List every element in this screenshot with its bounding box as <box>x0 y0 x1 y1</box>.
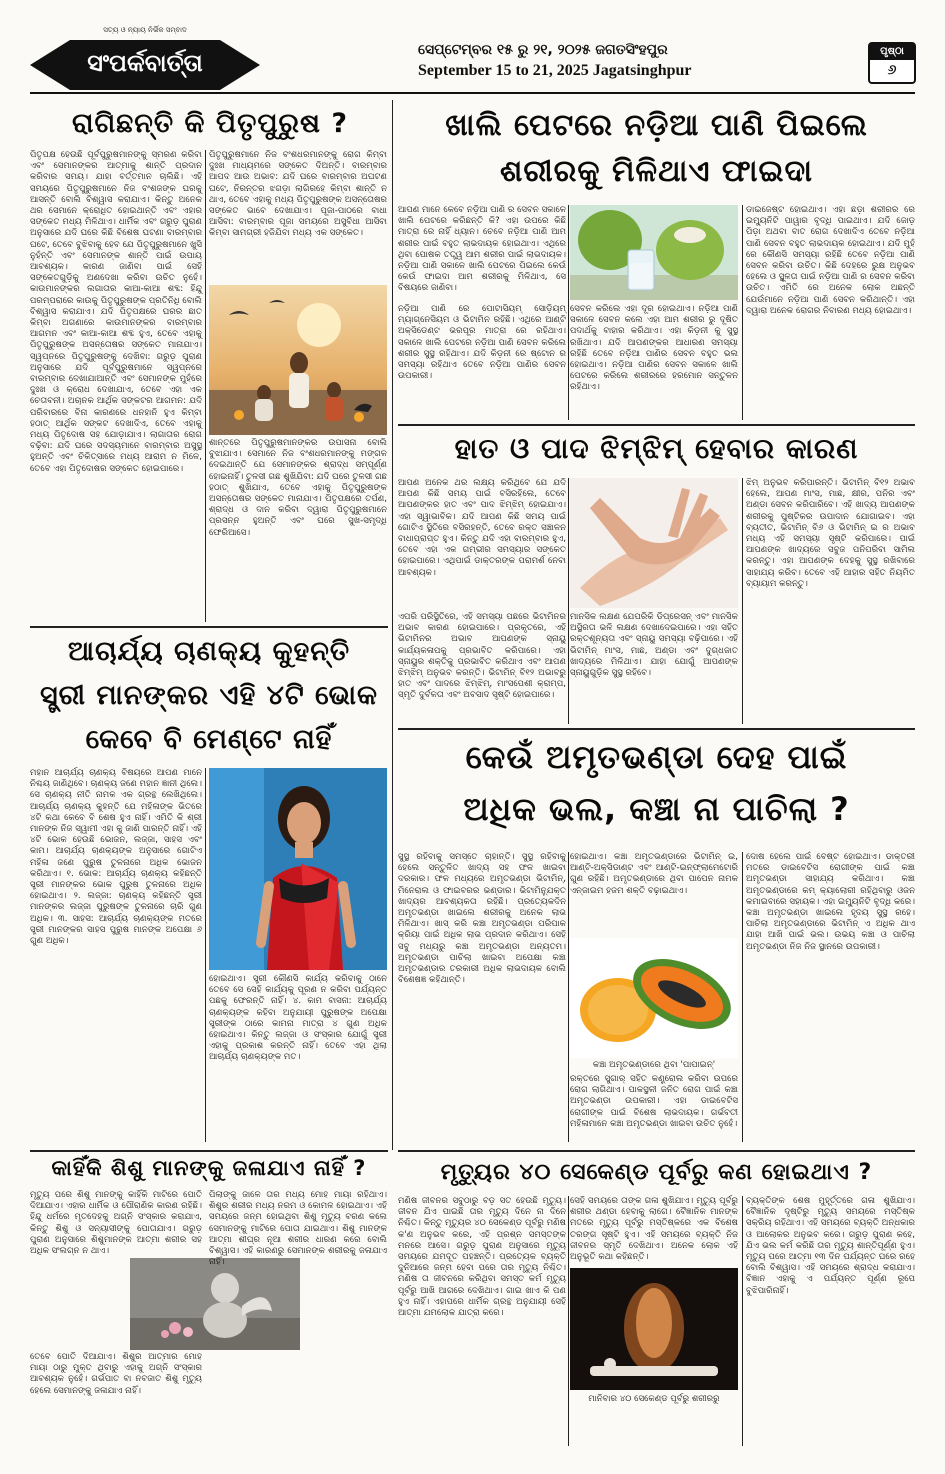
child-col1a: ମୃତ୍ୟୁ ପରେ ଶିଶୁ ମାନଙ୍କୁ କାହିଁକି ମାଟିରେ ପୋତି ଦିଆଯାଏ। ଏହାର ଧାର୍ମିକ ଓ ପୌରାଣିକ କାରଣ ରହିଛି। ହିନ୍ଦୁ ଧର୍ମରେ ମୃତଦେହକୁ ଅଗ୍ନି ସଂସ୍କାର କରାଯାଏ, କିନ୍ତୁ ଶିଶୁ ଓ ସନ୍ୟାସୀଙ୍କୁ ପୋତାଯାଏ। ଗରୁଡ଼ ପୁରାଣ ଅନୁସାରେ ଶିଶୁମାନଙ୍କ ଆତ୍ମା ଶରୀର ସହ ଅଧିକ ସଂଲଗ୍ନ ନ ଥାଏ। <box>30 1190 202 1257</box>
masthead-name: ସଂପର୍କବାର୍ତ୍ତା <box>87 49 203 77</box>
chanakya-woman-image <box>209 768 387 970</box>
masthead-tagline: ସତ୍ୟ ଓ ନ୍ୟାୟ ନିର୍ଭିକ ସମ୍ବାଦ <box>103 26 187 34</box>
papaya-caption: କଞ୍ଚା ଅମୃତଭଣ୍ଡାରେ ଥିବା 'ପାପାଇନ୍' <box>592 1060 716 1070</box>
chanakya-headline-line2: ସ୍ତ୍ରୀ ମାନଙ୍କର ଏହି ୪ଟି ଭୋକ <box>40 680 378 711</box>
tingling-col1a: ଆପଣ ଅନେକ ଥର ଲକ୍ଷ୍ୟ କରିଥିବେ ଯେ ଯଦି ଆପଣ କିଛି ସମୟ ପାଇଁ ବସିରହିଲେ, ତେବେ ଆପଣଙ୍କର ହାତ ଏବଂ ପାଦ ଝିମ୍‌ଝିମ୍ ହୋଇଯାଏ। ଏହା ସ୍ୱାଭାବିକ। ଯଦି ଆପଣ କିଛି ସମୟ ପାଇଁ ଗୋଟିଏ ସ୍ଥିତିରେ ବସିରହନ୍ତି, ତେବେ ରକ୍ତ ସଞ୍ଚାଳନ ବାଧାପ୍ରାପ୍ତ ହୁଏ। କିନ୍ତୁ ଯଦି ଏହା ବାରମ୍ବାର ହୁଏ, ତେବେ ଏହା ଏକ ଗମ୍ଭୀର ସମସ୍ୟାର ସଙ୍କେତ ହୋଇପାରେ। ଏଥିପାଇଁ ଡାକ୍ତରଙ୍କ ପରାମର୍ଶ ନେବା ଆବଶ୍ୟକ। <box>398 478 566 578</box>
child-col1b: ତେବେ ପୋତି ଦିଆଯାଏ। ଶିଶୁର ଆତ୍ମାର ମୋହ ମାୟା ଠାରୁ ମୁକ୍ତ ଥିବାରୁ ଏହାକୁ ଅଗ୍ନି ସଂସ୍କାର ଆବଶ୍ୟକ ନୁହେଁ। ଗର୍ଭପାତ ବା ନବଜାତ ଶିଶୁ ମୃତ୍ୟୁ ହେଲେ ସେମାନଙ୍କୁ ଜଳାଯାଏ ନାହିଁ। <box>30 1352 202 1396</box>
column-rule <box>742 852 743 1142</box>
section-rule <box>30 1150 388 1152</box>
column-rule <box>742 205 743 420</box>
child-headline: କାହିଁକି ଶିଶୁ ମାନଙ୍କୁ ଜଳାଯାଏ ନାହିଁ ? <box>51 1156 367 1180</box>
death-col1: ମଣିଷ ଜୀବନର ସବୁଠାରୁ ବଡ଼ ସତ ହେଉଛି ମୃତ୍ୟୁ। ଜୀବନ ଯିଏ ପାଇଛି ତାର ମୃତ୍ୟୁ ଦିନେ ନା ଦିନେ ନିଶ୍ଚିତ। କିନ୍ତୁ ମୃତ୍ୟୁର ୪୦ ସେକେଣ୍ଡ ପୂର୍ବରୁ ମଣିଷ କ'ଣ ଅନୁଭବ କରେ, ଏହି ପ୍ରଶ୍ନ ସମସ୍ତଙ୍କ ମନରେ ଆସେ। ଗରୁଡ଼ ପୁରାଣ ଅନୁସାରେ ମୃତ୍ୟୁ ସମୟରେ ଯମଦୂତ ପହଞ୍ଚନ୍ତି। ପ୍ରତ୍ୟେକ ବ୍ୟକ୍ତି ଦୁନିଆରେ ଜନ୍ମ ହେବା ପରେ ତାର ମୃତ୍ୟୁ ନିଶ୍ଚିତ। ମଣିଷ ତା ଜୀବନରେ କରିଥିବା ସମସ୍ତ କର୍ମ ମୃତ୍ୟୁ ପୂର୍ବରୁ ଆଖି ଆଗରେ ଦେଖିଥାଏ। ଗାଇ ଖାଏ କି ପଣ ହୁଏ ନାହିଁ। ଏହାପରେ ଧାର୍ମିକ ଗ୍ରନ୍ଥ ଅନୁଯାୟୀ ସେହି ଆତ୍ମା ଯମଲୋକ ଯାତ୍ରା କରେ। <box>398 1196 566 1319</box>
coconut-col3: ଡାଇଜେଷ୍ଟ ହୋଇଥାଏ। ଏହା ଛଡ଼ା ଶରୀରର ରେ ଇମ୍ୟୁନିଟି ପାୱାର ବୃଦ୍ଧି ପାଇଥାଏ। ଯଦି ଜୋଡ଼ ପିଡ଼ା ଅଥବା ବାତ ରୋଗ ଦେଖାଦିଏ ତେବେ ନଡ଼ିଆ ପାଣି ସେବନ ବହୁତ ଲାଭଦାୟକ ହୋଇଥାଏ। ଯଦି ମୁହଁ ରେ କୌଣସି ସମସ୍ୟା ରହିଛି ତେବେ ନଡ଼ିଆ ପାଣି ସେବନ କରିବା ଉଚିତ। କିଛି ଦେହରେ ରୁକ୍ଷ ଅନୁଭବ ହେଲେ ଓ ସ୍ଥୂଳତା ପାଇଁ ନଡ଼ିଆ ପାଣି ର ସେବନ କରିବା ଉଚିତ। ଏମିତି ରେ ଅନେକ ଲୋକ ଅଛନ୍ତି ଯେଉଁମାନେ ନଡ଼ିଆ ପାଣି ସେବନ କରିଥାନ୍ତି। ଏହା ଦ୍ୱାରା ଅନେକ ରୋଗର ନିବାରଣ ମଧ୍ୟ ହୋଇଥାଏ। <box>746 205 915 316</box>
page-number: ୬ <box>887 62 897 78</box>
ritual-illustration <box>209 285 387 435</box>
page-label: ପୃଷ୍ଠା <box>870 44 914 60</box>
masthead-date-english: September 15 to 21, 2025 Jagatsinghpur <box>418 62 692 79</box>
angel-statue-illustration <box>130 1258 300 1350</box>
papaya-col2b: ରକ୍ତରେ ସୁଗାର୍ ସହିତ କଣ୍ଟ୍ରୋଲ କରିବା ଉପରେ ରୋଗ ଲାଗିଥାଏ। ପାକସ୍ଥଳୀ ଜନିତ ରୋଗ ପାଇଁ କଞ୍ଚା ଅମୃତଭଣ୍ଡା ଉପକାରୀ। ଏହା ଡାଇବେଟିସ ରୋଗୀଙ୍କ ପାଇଁ ବିଶେଷ ଲାଭଦାୟକ। ଗର୍ଭବତୀ ମହିଳାମାନେ କଞ୍ଚା ଅମୃତଭଣ୍ଡା ଖାଇବା ଉଚିତ ନୁହେଁ। <box>570 1074 738 1129</box>
coconut-col1a: ଆପଣ ମାନେ କେବେ ନଡ଼ିଆ ପାଣି ର ସେବନ ସକାଳେ ଖାଲି ପେଟରେ କରିଛନ୍ତି କି? ଏହା ଉପରେ କିଛି ମାତ୍ରା ରେ ନାହିଁ ଧ୍ୟାନ। ଚେବେ ନଡ଼ିଆ ପାଣି ଆମ ଶରୀର ପାଇଁ ବହୁତ ଲାଭଦାୟକ ହୋଇଥାଏ। ଏଥିରେ ଥିବା ପୋଷକ ତତ୍ତ୍ୱ ଆମ ଶରୀର ପାଇଁ ଲାଭଦାୟକ। ନଡ଼ିଆ ପାଣି ସକାଳେ ଖାଲି ପେଟରେ ପିଇଲେ କେଉଁ କେଉଁ ଫାଇଦା ଆମ ଶରୀରକୁ ମିଳିଥାଏ, ସେ ବିଷୟରେ ଜାଣିବା। <box>398 205 566 294</box>
papaya-image <box>570 938 738 1058</box>
column-rule <box>205 150 206 622</box>
chanakya-headline-line3: କେବେ ବି ମେଣ୍ଟେ ନାହିଁ <box>85 724 333 755</box>
papaya-col2a: ହୋଇଥାଏ। କଞ୍ଚା ଅମୃତଭଣ୍ଡାରେ ଭିଟାମିନ୍ ଇ, ଆଣ୍ଟି-ଅକ୍ସିଡାଣ୍ଟ ଏବଂ ଆଣ୍ଟି-ଇନ୍‌ଫ୍ଲାମେଟୋରି ଗୁଣ ରହିଛି। ଅମୃତଭଣ୍ଡାରେ ଥିବା ପାପେନ ନାମକ ଏନ୍‌ଜାଇମ ହଜମ ଶକ୍ତି ବଢ଼ାଇଥାଏ। <box>570 852 738 896</box>
column-rule <box>568 478 569 724</box>
chanakya-col1: ମହାନ ଆଚାର୍ଯ୍ୟ ଚାଣକ୍ୟ ବିଷୟରେ ଆପଣ ମାନେ ନିଶ୍ଚୟ ଜାଣିଥିବେ। ଚାଣକ୍ୟ ଜଣେ ମହାନ ଜ୍ଞାନୀ ଥିଲେ। ସେ ଚାଣକ୍ୟ ନୀତି ନାମକ ଏକ ଗ୍ରନ୍ଥ ଲେଖିଥିଲେ। ଆଚାର୍ଯ୍ୟ ଚାଣକ୍ୟ କୁହନ୍ତି ଯେ ମହିଳାଙ୍କ ଭିତରେ ୪ଟି କଥା କେବେ ବି ଶେଷ ହୁଏ ନାହିଁ। ଏମିତି କି ଶ୍ରୀ ମାନଙ୍କ ନିଜ ସ୍ୱାମୀ ଏହା କୁ ଜାଣି ପାରନ୍ତି ନାହିଁ। ଏହି ୪ଟି ଭୋକ ହେଉଛି ଭୋଜନ, ଲଜ୍ଜା, ସାହସ ଏବଂ କାମ। ଆଚାର୍ଯ୍ୟ ଚାଣକ୍ୟଙ୍କ ଅନୁସାରେ ଗୋଟିଏ ମହିଳା ଜଣେ ପୁରୁଷ ତୁଳନାରେ ଅଧିକ ଭୋଜନ କରିଥାଏ। ୧. ଭୋକ: ଆଚାର୍ଯ୍ୟ ଚାଣକ୍ୟ କହିଛନ୍ତି ସ୍ତ୍ରୀ ମାନଙ୍କର ଭୋକ ପୁରୁଷ ତୁଳନାରେ ଅଧିକ ହୋଇଥାଏ। ୨. ଲଜ୍ଜା: ଚାଣକ୍ୟ କହିଛନ୍ତି ସ୍ତ୍ରୀ ମାନଙ୍କର ଲଜ୍ଜା ପୁରୁଷଙ୍କ ତୁଳନାରେ ଚାରି ଗୁଣ ଅଧିକ। ୩. ସାହସ: ଆଚାର୍ଯ୍ୟ ଚାଣକ୍ୟଙ୍କ ମତରେ ସ୍ତ୍ରୀ ମାନଙ୍କର ସାହସ ପୁରୁଷ ମାନଙ୍କ ଅପେକ୍ଷା ୬ ଗୁଣ ଅଧିକ। <box>30 768 202 947</box>
section-rule <box>30 626 388 628</box>
column-rule <box>742 1196 743 1446</box>
column-rule <box>392 100 393 1150</box>
tingling-col1b: ଏପରି ପରିସ୍ଥିତିରେ, ଏହି ସମସ୍ୟା ପଛରେ ଭିଟାମିନର ଅଭାବ କାରଣ ହୋଇପାରେ। ପ୍ରକୃତରେ, ଏହି ଭିଟାମିନର ଅଭାବ ଆପଣଙ୍କ ସ୍ନାୟୁ କାର୍ଯ୍ୟକଳାପକୁ ପ୍ରଭାବିତ କରିପାରେ। ଏହା ସ୍ନାୟୁର ଶକ୍ତିକୁ ପ୍ରଭାବିତ କରିଥାଏ ଏବଂ ଆପଣ ଝିମ୍‌ଝିମ୍ ଅନୁଭବ କରନ୍ତି। ଭିଟାମିନ୍ ବି୧୨ ଅଭାବରୁ ହାତ ଏବଂ ପାଦରେ ଝିମ୍‌ଝିମ୍, ମାଂସପେଶୀ କ୍ରାମ୍ପ, ସ୍ମୃତି ଦୁର୍ବଳତା ଏବଂ ଅବସାଦ ସୃଷ୍ଟି ହୋଇପାରେ। <box>398 612 566 701</box>
coconut-illustration <box>570 205 738 300</box>
coconut-headline-line2: ଶରୀରକୁ ମିଳିଥାଏ ଫାଇଦା <box>500 154 813 189</box>
section-rule <box>398 728 915 730</box>
masthead <box>0 0 945 100</box>
section-rule <box>398 1150 915 1152</box>
death-image <box>570 1268 738 1390</box>
papaya-headline-line2: ଅଧିକ ଭଲ, କଞ୍ଚା ନା ପାଚିଲା ? <box>463 790 850 828</box>
masthead-date-odia: ସେପ୍ଟେମ୍ବର ୧୫ ରୁ ୨୧, ୨୦୨୫ ଜଗତସିଂହପୁର <box>418 42 668 58</box>
masthead-rule <box>30 92 915 94</box>
masthead-logo <box>30 26 260 90</box>
chanakya-headline-line1: ଆଚାର୍ଯ୍ୟ ଚାଣକ୍ୟ କୁହନ୍ତି <box>67 636 351 667</box>
coconut-col2: ସେବନ କରିଲେ ଏହା ଦୂର ହୋଇଥାଏ। ନଡ଼ିଆ ପାଣି ସକାଳେ ସେବନ କଲେ ଏହା ଆମ ଶରୀର ରୁ ଦୂଷିତ ପଦାର୍ଥକୁ ବାହାର କରିଥାଏ। ଏହା କିଡ଼ନୀ କୁ ସୁସ୍ଥ ରଖିଥାଏ। ଯଦି ଆପଣଙ୍କର ଆଧାରଣ ସମସ୍ୟା ରହିଛି ତେବେ ନଡ଼ିଆ ପାଣିର ସେବନ ବହୁତ ଭଲ ହୋଇଥାଏ। ନଡ଼ିଆ ପାଣିର ସେବନ ସକାଳେ ଖାଲି ପେଟରେ କରିଲେ ଶରୀରରେ ହରମୋନ ସନ୍ତୁଳନ ରହିଥାଏ। <box>570 304 738 393</box>
ancestors-headline: ରାଗିଛନ୍ତି କି ପିତୃପୁରୁଷ ? <box>71 108 349 139</box>
hands-illustration <box>570 478 738 608</box>
death-caption: ମାନିବାର ୪୦ ସେକେଣ୍ଡ ପୂର୍ବରୁ ଶରୀରରୁ <box>588 1394 720 1404</box>
woman-in-saree-illustration <box>209 768 387 970</box>
tingling-col3: ଝିମ୍ ଅନୁଭବ କରିପାରନ୍ତି। ଭିଟାମିନ୍ ବି୧୨ ଅଭାବ ହେଲେ, ଆପଣ ମାଂସ, ମାଛ, କ୍ଷୀର, ପନିର ଏବଂ ଅଣ୍ଡା ସେବନ କରିପାରିବେ। ଏହି ଖାଦ୍ୟ ଆପଣଙ୍କ ଶରୀରକୁ ପୁଷ୍ଟିକର ଉପାଦାନ ଯୋଗାଇବ। ଏହା ବ୍ୟତୀତ, ଭିଟାମିନ୍ ବି୬ ଓ ଭିଟାମିନ୍ ଇ ର ଅଭାବ ମଧ୍ୟ ଏହି ସମସ୍ୟା ସୃଷ୍ଟି କରିପାରେ। ପାଇଁ ଆପଣଙ୍କ ଖାଦ୍ୟରେ ସବୁଜ ପନିପରିବା ସାମିଲ କରନ୍ତୁ। ଏହା ଆପଣଙ୍କ ଦେହକୁ ସୁସ୍ଥ ରଖିବାରେ ସାହାଯ୍ୟ କରିବ। ତେବେ ଏହି ଆହାର ସହିତ ନିୟମିତ ବ୍ୟାୟାମ କରନ୍ତୁ। <box>746 478 915 589</box>
chanakya-col2: ହୋଇଥାଏ। ସ୍ତ୍ରୀ କୌଣସି କାର୍ଯ୍ୟ କରିବାକୁ ଠାନେ ତେବେ ସେ ସେହି କାର୍ଯ୍ୟକୁ ପୂରଣ ନ କରିବା ପର୍ଯ୍ୟନ୍ତ ପଛକୁ ଫେରନ୍ତି ନାହିଁ। ୪. କାମ ବାସନା: ଆଚାର୍ଯ୍ୟ ଚାଣକ୍ୟଙ୍କ କହିବା ଅନୁଯାୟୀ ପୁରୁଷଙ୍କ ଅପେକ୍ଷା ସ୍ତ୍ରୀଙ୍କ ଠାରେ କାମନା ମାତ୍ରା ୪ ଗୁଣ ଅଧିକ ହୋଇଥାଏ। କିନ୍ତୁ ଲଜ୍ଜା ଓ ସଂସ୍କାର ଯୋଗୁଁ ସ୍ତ୍ରୀ ଏହାକୁ ପ୍ରକାଶ କରନ୍ତି ନାହିଁ। ତେବେ ଏହା ଥିଲା ଆଚାର୍ଯ୍ୟ ଚାଣକ୍ୟଙ୍କ ମତ। <box>209 974 387 1063</box>
death-col3: ବ୍ୟକ୍ତିଙ୍କ ଶେଷ ମୁହୂର୍ତ୍ତରେ ଗଳା ଶୁଖିଯାଏ। ବୈଜ୍ଞାନିକ ଦୃଷ୍ଟିରୁ ମୃତ୍ୟୁ ସମୟରେ ମସ୍ତିଷ୍କ ସକ୍ରିୟ ରହିଥାଏ। ଏହି ସମୟରେ ବ୍ୟକ୍ତି ଅନ୍ଧକାର ଓ ଆଲୋକର ଅନୁଭବ କରେ। ଗରୁଡ଼ ପୁରାଣ କହେ, ଯିଏ ଭଲ କର୍ମ କରିଛି ତାର ମୃତ୍ୟୁ ଶାନ୍ତିପୂର୍ଣ୍ଣ ହୁଏ। ମୃତ୍ୟୁ ପରେ ଆତ୍ମା ୧୩ ଦିନ ପର୍ଯ୍ୟନ୍ତ ଘରେ ରହେ ବୋଲି ବିଶ୍ୱାସ। ଏହି ସମୟରେ ଶ୍ରାଦ୍ଧ କରାଯାଏ। ବିଜ୍ଞାନ ଏହାକୁ ଏ ପର୍ଯ୍ୟନ୍ତ ପୂର୍ଣ୍ଣ ରୂପେ ବୁଝିପାରିନାହିଁ। <box>746 1196 915 1296</box>
column-rule <box>568 852 569 1142</box>
child-col2: ପିଲାଙ୍କୁ ଜାଳେ ତାର ମଧ୍ୟ ମୋହ ମାୟା ରହିଥାଏ। ଶିଶୁର ଶରୀର ମଧ୍ୟ ନରମ ଓ କୋମଳ ହୋଇଥାଏ। ଏହି ସମୟରେ ଜନ୍ମ ହୋଇଥିବା ଶିଶୁ ମୃତ୍ୟୁ ବରଣ କଲେ ସେମାନଙ୍କୁ ମାଟିରେ ପୋତା ଯାଇଥାଏ। ଶିଶୁ ମାନଙ୍କ ଆତ୍ମା ଶୀଘ୍ର ନୂଆ ଶରୀର ଧାରଣ କରେ ବୋଲି ବିଶ୍ୱାସ। ଏହି କାରଣରୁ ସେମାନଙ୍କ ଶରୀରକୁ ଜଳାଯାଏ ନାହିଁ। <box>209 1190 387 1268</box>
page-number-box <box>868 42 916 84</box>
ancestors-col2b: ଶାନ୍ତରେ ପିତୃପୁରୁଷମାନଙ୍କର ଉପାସନା ବୋଲି ବୁଝାଯାଏ। ସେମାନେ ନିଜ ବଂଶଧରମାନଙ୍କୁ ମଙ୍ଗଳ ଦେଇଥାନ୍ତି ଯେ ସେମାନଙ୍କର ଶ୍ରାଦ୍ଧ ସମ୍ପୂର୍ଣ୍ଣ ହୋଇନାହିଁ। ତୁଳସୀ ଗଛ ଶୁଖିଯିବା: ଯଦି ଘରେ ତୁଳସୀ ଗଛ ହଠାତ୍ ଶୁଖିଯାଏ, ତେବେ ଏହାକୁ ପିତୃପୁରୁଷଙ୍କ ଅସନ୍ତୋଷର ସଙ୍କେତ ମାନାଯାଏ। ପିତୃପକ୍ଷରେ ତର୍ପଣ, ଶ୍ରାଦ୍ଧ ଓ ଦାନ କରିବା ଦ୍ୱାରା ପିତୃପୁରୁଷମାନେ ପ୍ରସନ୍ନ ହୁଅନ୍ତି ଏବଂ ଘରେ ସୁଖ-ସମୃଦ୍ଧି ଫେରିଆସେ। <box>209 438 387 538</box>
coconut-water-image <box>570 205 738 300</box>
tingling-hands-image <box>570 478 738 608</box>
ancestors-col1: ପିତୃପକ୍ଷ ହେଉଛି ପୂର୍ବପୁରୁଷମାନଙ୍କୁ ସ୍ମରଣ କରିବା ଏବଂ ସେମାନଙ୍କର ଆତ୍ମାକୁ ଶାନ୍ତି ପ୍ରଦାନ କରିବାର ସମୟ। ଯାହା ବର୍ତ୍ତମାନ ଚାଲିଛି। ଏହି ସମୟରେ ପିତୃପୁରୁଷମାନେ ନିଜ ବଂଶଜଙ୍କ ଘରକୁ ଆସନ୍ତି ବୋଲି ବିଶ୍ୱାସ କରାଯାଏ। କିନ୍ତୁ ଅନେକ ଥର ସେମାନେ କ୍ରୋଧିତ ହୋଇଥାନ୍ତି ଏବଂ ଏହାର ସଙ୍କେତ ମଧ୍ୟ ମିଳିଥାଏ। ଧାର୍ମିକ ଏବଂ ଗରୁଡ଼ ପୁରାଣ ଅନୁସାରେ ଯଦି ଘରେ କିଛି ବିଶେଷ ଘଟଣା ବାରମ୍ବାର ଘଟେ, ତେବେ ବୁଝିବାକୁ ହେବ ଯେ ପିତୃପୁରୁଷମାନେ ଖୁସି ନୁହଁନ୍ତି ଏବଂ ସେମାନଙ୍କ ଶାନ୍ତି ପାଇଁ ଉପାୟ ଆବଶ୍ୟକ। କାରଣ ଜାଣିବା ପାଇଁ ସେହି ସଙ୍କେତଗୁଡ଼ିକୁ ଅଣଦେଖା କରିବା ଉଚିତ ନୁହେଁ। କାଉମାନଙ୍କର ଲଗାତାର କାଆ-କାଆ ଶବ୍ଦ: ହିନ୍ଦୁ ପରମ୍ପରାରେ କାଉକୁ ପିତୃପୁରୁଷଙ୍କ ପ୍ରତିନିଧି ବୋଲି ବିଶ୍ୱାସ କରାଯାଏ। ଯଦି ପିତୃପକ୍ଷରେ ଘରର ଛାତ କିମ୍ବା ଅଗଣାରେ କାଉମାନଙ୍କର ବାରମ୍ବାର ଆଗମନ ଏବଂ କାଆ-କାଆ ଶବ୍ଦ ହୁଏ, ତେବେ ଏହାକୁ ପିତୃପୁରୁଷଙ୍କ ଅସନ୍ତୋଷର ସଙ୍କେତ ମାନାଯାଏ। ସ୍ୱପ୍ନରେ ପିତୃପୁରୁଷଙ୍କୁ ଦେଖିବା: ଗରୁଡ଼ ପୁରାଣ ଅନୁସାରେ ଯଦି ପୂର୍ବପୁରୁଷମାନେ ସ୍ୱପ୍ନରେ ବାରମ୍ବାର ଦେଖାଯାଆନ୍ତି ଏବଂ ସେମାନଙ୍କ ମୁହଁରେ ଦୁଃଖ ଓ କ୍ରୋଧ ଦେଖାଯାଏ, ତେବେ ଏହା ଏକ ଚେତାବନୀ। ଅଚାନକ ଆର୍ଥିକ ସଙ୍କଟର ଆଗମନ: ଯଦି ପରିବାରରେ ବିନା କାରଣରେ ଧନହାନି ହୁଏ କିମ୍ବା ହଠାତ୍ ଆର୍ଥିକ ସଙ୍କଟ ଦେଖାଦିଏ, ତେବେ ଏହାକୁ ମଧ୍ୟ ପିତୃଦୋଷ ସହ ଯୋଡ଼ାଯାଏ। ଲାଗାତାର ରୋଗ ବଢ଼ିବା: ଯଦି ଘରେ ସଦସ୍ୟମାନେ ବାରମ୍ବାର ଅସୁସ୍ଥ ହୁଅନ୍ତି ଏବଂ ଚିକିତ୍ସାରେ ମଧ୍ୟ ଆରାମ ନ ମିଳେ, ତେବେ ଏହା ପିତୃଦୋଷର ସଙ୍କେତ ହୋଇପାରେ। <box>30 150 202 474</box>
column-rule <box>742 478 743 724</box>
column-rule <box>568 205 569 420</box>
ancestors-col2a: ପିତୃପୁରୁଷମାନେ ନିଜ ବଂଶଧରମାନଙ୍କୁ ରୋଗ କିମ୍ବା ଦୁଃଖ ମାଧ୍ୟମରେ ସଙ୍କେତ ଦିଅନ୍ତି। ବାରମ୍ବାର ଆପଦ ଆଉ ଅଭାବ: ଯଦି ଘରେ ବାରମ୍ବାର ଅଘଟଣ ଘଟେ, ନିରନ୍ତର ଝଗଡ଼ା ଲାଗିରହେ କିମ୍ବା ଶାନ୍ତି ନ ଥାଏ, ତେବେ ଏହାକୁ ମଧ୍ୟ ପିତୃପୁରୁଷଙ୍କ ଅସନ୍ତୋଷର ସଙ୍କେତ ଭାବେ ଦେଖାଯାଏ। ପୂଜା-ପାଠରେ ବାଧା ଆସିବା: ବାରମ୍ବାର ପୂଜା ସମୟରେ ଅସୁବିଧା ଆସିବା କିମ୍ବା ସାମଗ୍ରୀ ହଜିଯିବା ମଧ୍ୟ ଏକ ସଙ୍କେତ। <box>209 150 387 239</box>
section-rule <box>398 424 915 426</box>
tingling-col2: ମାନସିକ ଲକ୍ଷଣ ଯେପରିକି ଡିପ୍ରେସନ୍ ଏବଂ ମାନସିକ ଅସ୍ଥିରତା ଭଳି ଲକ୍ଷଣ ଦେଖାଦେଇପାରେ। ଏହା ସହିତ ରକ୍ତଶୂନ୍ୟତା ଏବଂ ସ୍ନାୟୁ ସମସ୍ୟା ବଢ଼ିପାରେ। ଏହି ଭିଟାମିନ୍ ମାଂସ, ମାଛ, ଅଣ୍ଡା ଏବଂ ଦୁଗ୍ଧଜାତ ଖାଦ୍ୟରେ ମିଳିଥାଏ। ଯାହା ଯୋଗୁଁ ଆପଣଙ୍କ ସ୍ନାୟୁଗୁଡ଼ିକ ସୁସ୍ଥ ରହିବେ। <box>570 612 738 679</box>
papaya-illustration <box>570 938 738 1058</box>
child-angel-image <box>130 1258 300 1350</box>
papaya-col1: ସୁସ୍ଥ ରହିବାକୁ ସମସ୍ତେ ଚାହାନ୍ତି। ସୁସ୍ଥ ରହିବାକୁ ହେଲେ ସନ୍ତୁଳିତ ଖାଦ୍ୟ ସହ ଫଳ ଖାଇବା ଦରକାର। ଫଳ ମଧ୍ୟରେ ଅମୃତଭଣ୍ଡା ଭିଟାମିନ୍, ମିନେରାଲ ଓ ଫାଇବରର ଭଣ୍ଡାର। ଭିଟାମିନ୍ଯୁକ୍ତ ଖାଦ୍ୟର ଆବଶ୍ୟକତା ରହିଛି। ପ୍ରତ୍ୟେକଦିନ ଅମୃତଭଣ୍ଡା ଖାଇଲେ ଶରୀରକୁ ଅନେକ ଲାଭ ମିଳିଥାଏ। ଖାସ୍ କରି କଞ୍ଚା ଅମୃତଭଣ୍ଡା ପରିପାକ କ୍ରିୟା ପାଇଁ ଅଧିକ ଲାଭ ପ୍ରଦାନ କରିଥାଏ। ସେହି ସବୁ ମଧ୍ୟରୁ କଞ୍ଚା ଅମୃତଭଣ୍ଡା ଅନ୍ୟତମ। ଅମୃତଭଣ୍ଡା ପାଚିଲା ଖାଇବା ଅପେକ୍ଷା କଞ୍ଚା ଅମୃତଭଣ୍ଡାର ତରକାରୀ ଅଧିକ ଲାଭଦାୟକ ବୋଲି ବିଶେଷଜ୍ଞ କହିଥାନ୍ତି। <box>398 852 566 986</box>
column-rule <box>568 1196 569 1446</box>
papaya-col3: ଦୋଷ ହେଲେ ପାଇଁ ବେଷ୍ଟ ହୋଇଥାଏ। ଡାକ୍ତରୀ ମତରେ ଡାଇବେଟିସ ରୋଗୀଙ୍କ ପାଇଁ କଞ୍ଚା ଅମୃତଭଣ୍ଡା ସାହାଯ୍ୟ କରିଥାଏ। କଞ୍ଚା ଅମୃତଭଣ୍ଡାରେ କମ୍ କ୍ୟାଲୋରୀ ରହିଥିବାରୁ ଓଜନ କମାଇବାରେ ସହାୟକ। ଏହା ଇମ୍ୟୁନିଟି ବୃଦ୍ଧି କରେ। କଞ୍ଚା ଅମୃତଭଣ୍ଡା ଖାଇଲେ ହୃଦୟ ସୁସ୍ଥ ରହେ। ପାଚିଲା ଅମୃତଭଣ୍ଡାରେ ଭିଟାମିନ୍ ଏ ଅଧିକ ଥାଏ ଯାହା ଆଖି ପାଇଁ ଭଲ। ଉଭୟ କଞ୍ଚା ଓ ପାଚିଲା ଅମୃତଭଣ୍ଡା ନିଜ ନିଜ ସ୍ଥାନରେ ଉପକାରୀ। <box>746 852 915 952</box>
coconut-headline-line1: ଖାଲି ପେଟରେ ନଡ଼ିଆ ପାଣି ପିଇଲେ <box>445 108 868 143</box>
coconut-col1b: ନଡ଼ିଆ ପାଣି ରେ ପୋଟାସିୟମ୍ ସୋଡ଼ିୟମ୍ ମ୍ୟାଗ୍ନେସିୟମ ଓ ଭିଟାମିନ ରହିଛି। ଏଥିରେ ଆଣ୍ଟି ଅକ୍ସିଡେଣ୍ଟ ଭରପୂର ମାତ୍ରା ରେ ରହିଥାଏ। ସକାଳେ ଖାଲି ପେଟରେ ନଡ଼ିଆ ପାଣି ସେବନ କରିଲେ ଶରୀର ସୁସ୍ଥ ରହିଥାଏ। ଯଦି କିଡ଼ନୀ ରେ ଷ୍ଟୋନ ର ସମସ୍ୟା ରହିଥାଏ ତେବେ ନଡ଼ିଆ ପାଣିର ସେବନ ଉପକାରୀ। <box>398 304 566 382</box>
column-rule <box>205 768 206 1142</box>
papaya-headline-line1: କେଉଁ ଅମୃତଭଣ୍ଡା ଦେହ ପାଇଁ <box>465 738 848 776</box>
ancestors-ritual-image <box>209 285 387 435</box>
death-headline: ମୃତ୍ୟୁର ୪୦ ସେକେଣ୍ଡ ପୂର୍ବରୁ କଣ ହୋଇଥାଏ ? <box>440 1160 873 1185</box>
tingling-headline: ହାତ ଓ ପାଦ ଝିମ୍‌ଝିମ୍ ହେବାର କାରଣ <box>454 432 859 465</box>
soul-leaving-body-illustration <box>570 1268 738 1390</box>
death-col2: ସେହି ସମୟରେ ତାଙ୍କ ଗଳା ଶୁଖିଯାଏ। ମୃତ୍ୟୁ ପୂର୍ବରୁ ଶରୀର ଥଣ୍ଡା ହେବାକୁ ଲାଗେ। ବୈଜ୍ଞାନିକ ମାନଙ୍କ ମତରେ ମୃତ୍ୟୁ ପୂର୍ବରୁ ମସ୍ତିଷ୍କରେ ଏକ ବିଶେଷ ତରଙ୍ଗ ସୃଷ୍ଟି ହୁଏ। ଏହି ସମୟରେ ବ୍ୟକ୍ତି ନିଜ ଜୀବନର ସ୍ମୃତି ଦେଖିଥାଏ। ଅନେକ ଲୋକ ଏହି ଅନୁଭୂତି କଥା କହିଛନ୍ତି। <box>570 1196 738 1263</box>
